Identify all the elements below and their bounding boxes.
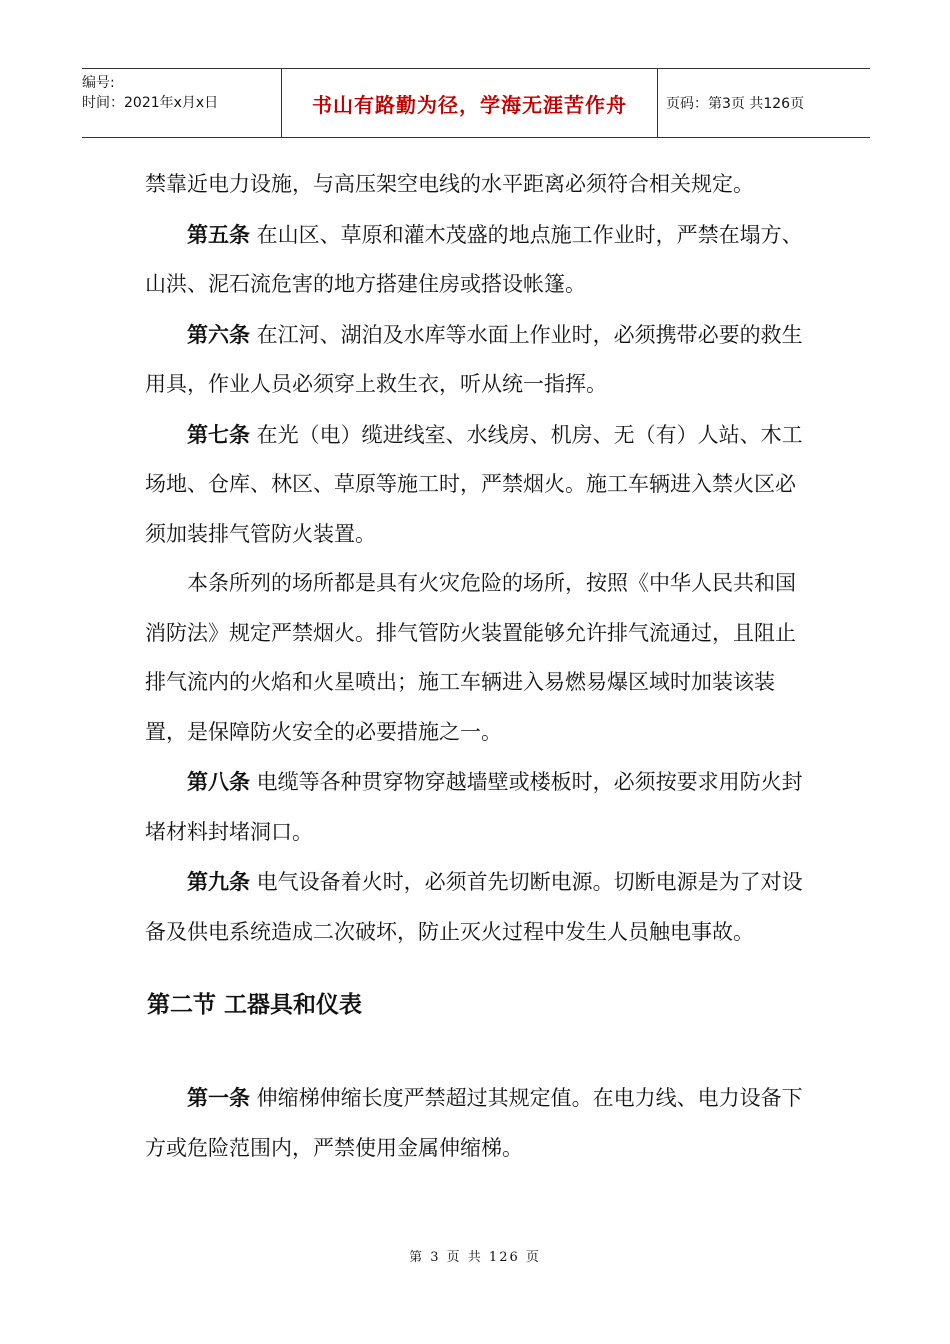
article-5-title: 第五条 [187, 221, 250, 247]
article-8-title: 第八条 [187, 769, 250, 794]
page-header [82, 68, 870, 138]
paragraph-continuation: 禁靠近电力设施，与高压架空电线的水平距离必须符合相关规定。 [145, 172, 754, 196]
header-motto-cell [282, 69, 658, 137]
article-9-title: 第九条 [187, 869, 250, 894]
header-info-cell [82, 69, 282, 137]
article-5-text: 在山区、草原和灌木茂盛的地点施工作业时，严禁在塌方、山洪、泥石流危害的地方搭建住房或搭设帐篷。 [145, 222, 803, 296]
document-body [145, 160, 810, 1173]
header-page-info: 页码：第3页 共126页 [666, 96, 805, 112]
article-6-text: 在江河、湖泊及水库等水面上作业时，必须携带必要的救生用具，作业人员必须穿上救生衣，听从统一指挥。 [145, 322, 803, 396]
article-9-text: 电气设备着火时，必须首先切断电源。切断电源是为了对设备及供电系统造成二次破坏，防止灭火过程中发生人员触电事故。 [145, 870, 803, 944]
section-heading: 第二节 工器具和仪表 [147, 992, 363, 1018]
article-7 [145, 410, 810, 560]
page-footer: 第 3 页 共 126 页 [409, 1250, 541, 1265]
article-8-text: 电缆等各种贯穿物穿越墙壁或楼板时，必须按要求用防火封堵材料封堵洞口。 [145, 770, 803, 844]
header-page-info-cell [658, 69, 870, 137]
header-motto: 书山有路勤为径，学海无涯苦作舟 [312, 92, 627, 117]
document-number-label: 编号: [82, 75, 115, 91]
section-2-article-1 [145, 1073, 810, 1173]
document-date-label: 时间：2021年x月x日 [82, 95, 219, 111]
section-2-article-1-title: 第一条 [187, 1085, 250, 1110]
article-7-text: 在光（电）缆进线室、水线房、机房、无（有）人站、木工场地、仓库、林区、草原等施工时，严禁烟火。施工车辆进入禁火区必须加装排气管防火装置。 [145, 422, 803, 546]
article-5 [145, 210, 810, 310]
section-2-article-1-text: 伸缩梯伸缩长度严禁超过其规定值。在电力线、电力设备下方或危险范围内，严禁使用金属伸缩梯。 [145, 1086, 803, 1160]
article-7-explanation: 本条所列的场所都是具有火灾危险的场所，按照《中华人民共和国消防法》规定严禁烟火。排气管防火装置能够允许排气流通过，且阻止排气流内的火焰和火星喷出；施工车辆进入易燃易爆区域时加装该装置，是保障防火安全的必要措施之一。 [145, 571, 796, 744]
article-9 [145, 857, 810, 957]
article-7-title: 第七条 [187, 421, 250, 447]
article-8 [145, 757, 810, 857]
article-6 [145, 310, 810, 410]
article-6-title: 第六条 [187, 321, 250, 347]
